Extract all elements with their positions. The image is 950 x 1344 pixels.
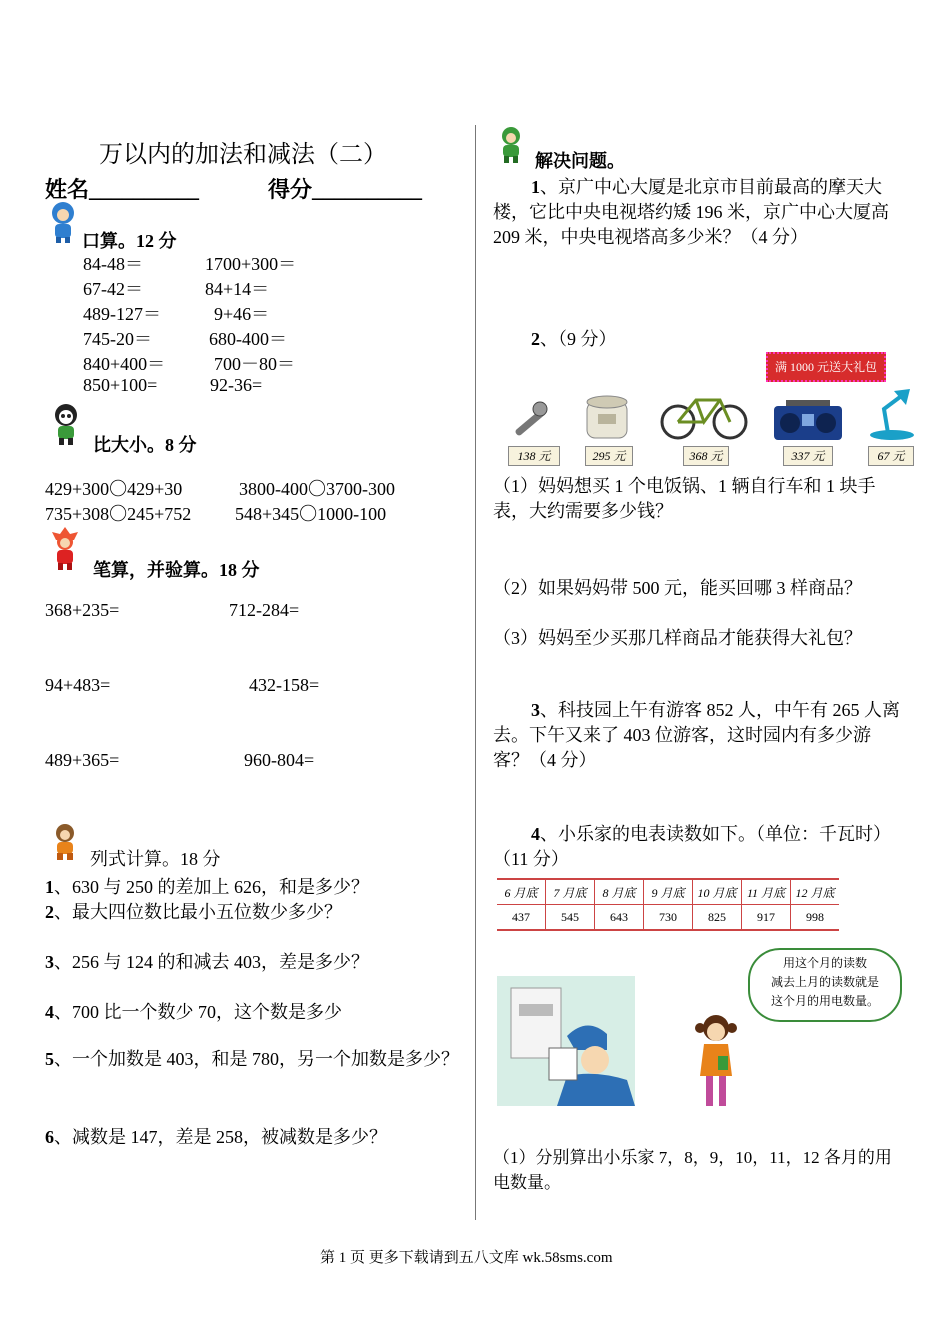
meter-value: 917 xyxy=(742,905,791,931)
meter-month: 8 月底 xyxy=(595,879,644,905)
price-tag: 337 元 xyxy=(783,446,833,466)
compare-item: 3800-400〇3700-300 xyxy=(239,479,395,499)
formula-heading: 列式计算。18 分 xyxy=(90,849,221,869)
page-title: 万以内的加法和减法（二） xyxy=(99,142,387,168)
meter-value: 545 xyxy=(546,905,595,931)
q2: 2、（9 分） xyxy=(531,329,617,349)
meter-value: 437 xyxy=(497,905,546,931)
meter-table xyxy=(497,878,839,931)
meter-month: 7 月底 xyxy=(546,879,595,905)
q2-sub-1: （1）妈妈想买 1 个电饭锅、1 辆自行车和 1 块手表，大约需要多少钱？ xyxy=(493,476,876,521)
price-tag: 67 元 xyxy=(868,446,914,466)
meter-month: 6 月底 xyxy=(497,879,546,905)
written-item: 489+365= xyxy=(45,750,120,770)
compare-heading: 比大小。8 分 xyxy=(93,435,197,455)
oral-item: 489-127＝ xyxy=(83,304,161,324)
oral-item: 1700+300＝ xyxy=(205,254,297,274)
oral-item: 92-36= xyxy=(210,375,263,395)
compare-item: 429+300〇429+30 xyxy=(45,479,183,499)
oral-item: 745-20＝ xyxy=(83,329,152,349)
formula-item: 1、630 与 250 的差加上 626，和是多少？ xyxy=(45,877,369,897)
desk-lamp-icon xyxy=(866,385,918,441)
q1: 1、京广中心大厦是北京市目前最高的摩天大楼，它比中央电视塔约矮 196 米，京广中心大厦高 209 米，中央电视塔高多少米？（4 分） xyxy=(493,177,889,247)
mascot-orange-icon xyxy=(48,822,82,862)
oral-item: 850+100= xyxy=(83,375,158,395)
written-heading: 笔算，并验算。18 分 xyxy=(93,560,260,580)
formula-item: 4、700 比一个数少 70，这个数是多少 xyxy=(45,1002,342,1022)
bubble-line: 这个月的用电数量。 xyxy=(770,994,879,1008)
radio-icon xyxy=(772,398,844,442)
written-item: 432-158= xyxy=(249,675,320,695)
price-tag: 138 元 xyxy=(508,446,560,466)
written-item: 960-804= xyxy=(244,750,315,770)
compare-item: 735+308〇245+752 xyxy=(45,504,192,524)
meter-month: 12 月底 xyxy=(791,879,840,905)
meter-value: 730 xyxy=(644,905,693,931)
formula-item: 2、最大四位数比最小五位数少多少？ xyxy=(45,902,342,922)
q3: 3、科技园上午有游客 852 人，中午有 265 人离去。下午又来了 403 位游客，这时园内有多少游客？（4 分） xyxy=(493,700,900,770)
meter-value: 998 xyxy=(791,905,840,931)
name-field[interactable]: 姓名__________ xyxy=(45,177,200,202)
oral-item: 9+46＝ xyxy=(214,304,270,324)
meter-reader-illustration xyxy=(497,976,635,1106)
q4: 4、小乐家的电表读数如下。（单位：千瓦时）（11 分） xyxy=(493,824,891,869)
speech-bubble xyxy=(748,948,902,1022)
watch-icon xyxy=(506,395,556,443)
column-divider xyxy=(475,125,476,1220)
q2-sub-2: （2）如果妈妈带 500 元，能买回哪 3 样商品？ xyxy=(493,578,862,598)
written-item: 712-284= xyxy=(229,600,300,620)
written-item: 94+483= xyxy=(45,675,111,695)
girl-icon xyxy=(686,1010,746,1114)
written-item: 368+235= xyxy=(45,600,120,620)
formula-item: 3、256 与 124 的和减去 403，差是多少？ xyxy=(45,952,369,972)
q4-sub-1: （1）分别算出小乐家 7，8，9，10，11，12 各月的用电数量。 xyxy=(493,1148,892,1192)
meter-month: 11 月底 xyxy=(742,879,791,905)
meter-value: 643 xyxy=(595,905,644,931)
formula-item: 5、一个加数是 403，和是 780，另一个加数是多少？ xyxy=(45,1049,459,1069)
price-tag: 368 元 xyxy=(683,446,729,466)
mascot-green-icon xyxy=(496,126,526,164)
mascot-blue-icon xyxy=(46,200,80,244)
meter-month: 10 月底 xyxy=(693,879,742,905)
meter-value: 825 xyxy=(693,905,742,931)
gift-banner: 满 1000 元送大礼包 xyxy=(766,352,886,382)
score-field[interactable]: 得分__________ xyxy=(268,177,423,202)
bubble-line: 用这个月的读数 xyxy=(782,956,867,970)
mascot-red-icon xyxy=(48,526,82,572)
q2-sub-3: （3）妈妈至少买那几样商品才能获得大礼包？ xyxy=(493,628,862,648)
bubble-line: 减去上月的读数就是 xyxy=(770,975,879,989)
meter-month: 9 月底 xyxy=(644,879,693,905)
oral-item: 840+400＝ xyxy=(83,354,166,374)
compare-item: 548+345〇1000-100 xyxy=(235,504,387,524)
solve-heading: 解决问题。 xyxy=(535,151,625,171)
oral-item: 84-48＝ xyxy=(83,254,143,274)
rice-cooker-icon xyxy=(583,392,631,442)
oral-item: 700－80＝ xyxy=(214,354,295,374)
page-footer: 第 1 页 更多下载请到五八文库 wk.58sms.com xyxy=(320,1250,613,1266)
bicycle-icon xyxy=(660,388,748,442)
mascot-panda-icon xyxy=(48,402,84,446)
oral-item: 84+14＝ xyxy=(205,279,270,299)
price-tag: 295 元 xyxy=(585,446,633,466)
oral-item: 680-400＝ xyxy=(209,329,287,349)
formula-item: 6、减数是 147，差是 258，被减数是多少？ xyxy=(45,1127,387,1147)
oral-heading: 口算。12 分 xyxy=(82,231,177,251)
oral-item: 67-42＝ xyxy=(83,279,143,299)
